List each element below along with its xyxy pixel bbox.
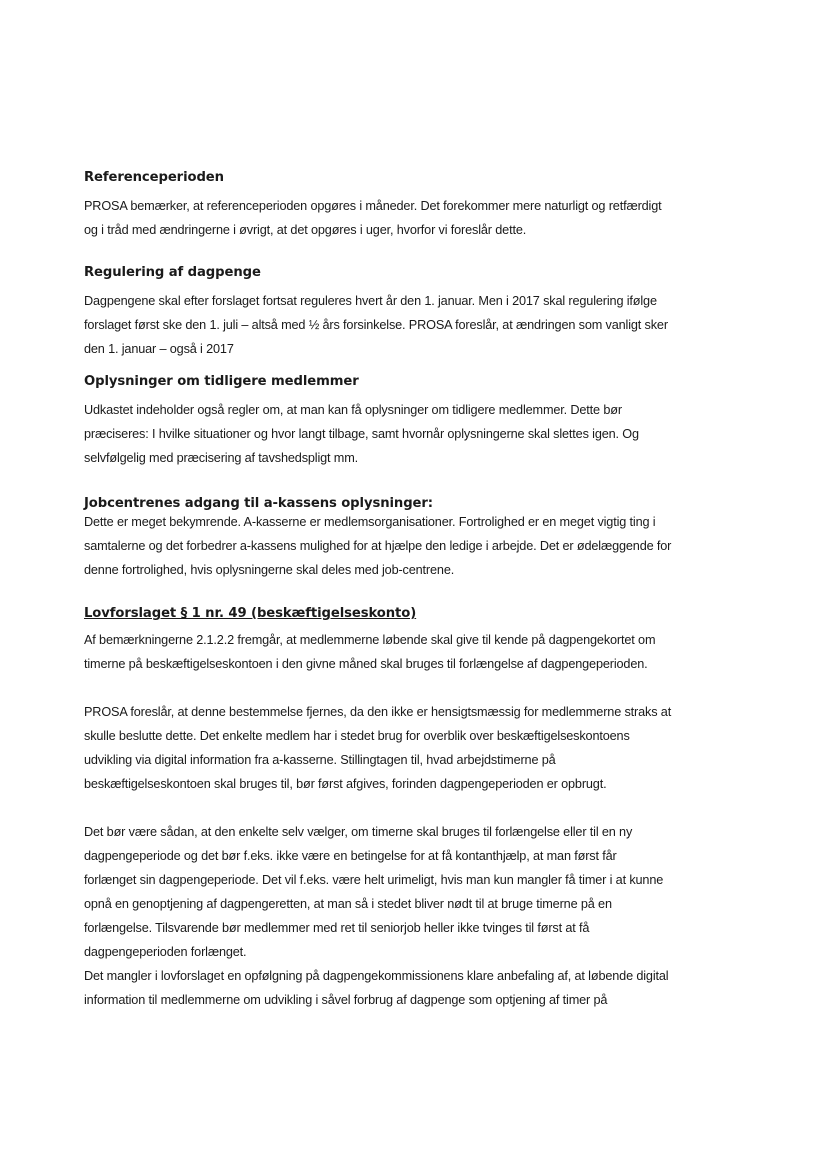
paragraph-line: opnå en genoptjening af dagpengeretten, at man så i stedet bliver nødt til at bruge timerne på en: [84, 897, 612, 911]
paragraph-line: forlænget sin dagpengeperiode. Det vil f.eks. være helt urimeligt, hvis man kun mangler få timer i at kunne: [84, 873, 664, 887]
section-paragraph: [84, 820, 744, 1012]
section-paragraph: [84, 289, 744, 361]
paragraph-line: dagpengeperiode og det bør f.eks. ikke være en betingelse for at få kontanthjælp, at man først får: [84, 849, 617, 863]
paragraph-line: forlængelse. Tilsvarende bør medlemmer med ret til seniorjob heller ikke tvinges til først at få: [84, 921, 590, 935]
section-heading: Jobcentrenes adgang til a-kassens oplysninger:: [84, 496, 433, 511]
paragraph-line: den 1. januar – også i 2017: [84, 342, 234, 356]
paragraph-line: Dagpengene skal efter forslaget fortsat reguleres hvert år den 1. januar. Men i 2017 skal regulering ifølge: [84, 294, 657, 308]
paragraph-line: præciseres: I hvilke situationer og hvor langt tilbage, samt hvornår oplysningerne skal slettes igen. Og: [84, 427, 639, 441]
paragraph-line: Dette er meget bekymrende. A-kasserne er medlemsorganisationer. Fortrolighed er en meget vigtig ting i: [84, 515, 656, 529]
paragraph-line: samtalerne og det forbedrer a-kassens mulighed for at hjælpe den ledige i arbejde. Det er ødelæggende for: [84, 539, 672, 553]
paragraph-line: Af bemærkningerne 2.1.2.2 fremgår, at medlemmerne løbende skal give til kende på dagpengekortet om: [84, 633, 656, 647]
section-heading: Oplysninger om tidligere medlemmer: [84, 374, 359, 389]
paragraph-line: timerne på beskæftigelseskontoen i den givne måned skal bruges til forlængelse af dagpengeperioden.: [84, 657, 648, 671]
paragraph-line: PROSA foreslår, at denne bestemmelse fjernes, da den ikke er hensigtsmæssig for medlemmerne straks at: [84, 705, 672, 719]
section-paragraph: [84, 194, 744, 242]
section-lovforslaget-beskaeftigelseskonto: [84, 606, 744, 676]
section-referenceperioden: [84, 170, 744, 242]
section-jobcentrenes-adgang: [84, 496, 744, 582]
paragraph-line: PROSA bemærker, at referenceperioden opgøres i måneder. Det forekommer mere naturligt og retfærdigt: [84, 199, 662, 213]
paragraph-line: information til medlemmerne om udvikling i såvel forbrug af dagpenge som optjening af timer på: [84, 993, 608, 1007]
section-heading: Lovforslaget § 1 nr. 49 (beskæftigelseskonto): [84, 606, 417, 621]
paragraph-line: dagpengeperioden forlænget.: [84, 945, 247, 959]
paragraph-line: beskæftigelseskontoen skal bruges til, bør først afgives, forinden dagpengeperioden er opbrugt.: [84, 777, 607, 791]
section-paragraph: [84, 700, 744, 796]
section-oplysninger-om-tidligere-medlemmer: [84, 374, 744, 470]
section-heading: Regulering af dagpenge: [84, 265, 261, 280]
paragraph-line: udvikling via digital information fra a-kasserne. Stillingtagen til, hvad arbejdstimerne på: [84, 753, 556, 767]
section-paragraph: [84, 398, 744, 470]
paragraph-line: og i tråd med ændringerne i øvrigt, at det opgøres i uger, hvorfor vi foreslår dette.: [84, 223, 527, 237]
paragraph-line: Det bør være sådan, at den enkelte selv vælger, om timerne skal bruges til forlængelse eller til en ny: [84, 825, 633, 839]
section-regulering-af-dagpenge: [84, 265, 744, 361]
section-paragraph: [84, 628, 744, 676]
paragraph-line: skulle beslutte dette. Det enkelte medlem har i stedet brug for overblik over beskæftigelseskontoens: [84, 729, 630, 743]
section-heading: Referenceperioden: [84, 170, 224, 185]
section-paragraph: [84, 510, 744, 582]
paragraph-line: Udkastet indeholder også regler om, at man kan få oplysninger om tidligere medlemmer. Dette bør: [84, 403, 622, 417]
section-den-enkelte-vaelger: [84, 820, 744, 1012]
paragraph-line: denne fortrolighed, hvis oplysningerne skal deles med job-centrene.: [84, 563, 455, 577]
paragraph-line: Det mangler i lovforslaget en opfølgning på dagpengekommissionens klare anbefaling af, at løbende digital: [84, 969, 669, 983]
paragraph-line: forslaget først ske den 1. juli – altså med ½ års forsinkelse. PROSA foreslår, at ændringen som vanligt sker: [84, 318, 668, 332]
paragraph-line: selvfølgelig med præcisering af tavshedspligt mm.: [84, 451, 358, 465]
section-prosa-forslag: [84, 700, 744, 796]
